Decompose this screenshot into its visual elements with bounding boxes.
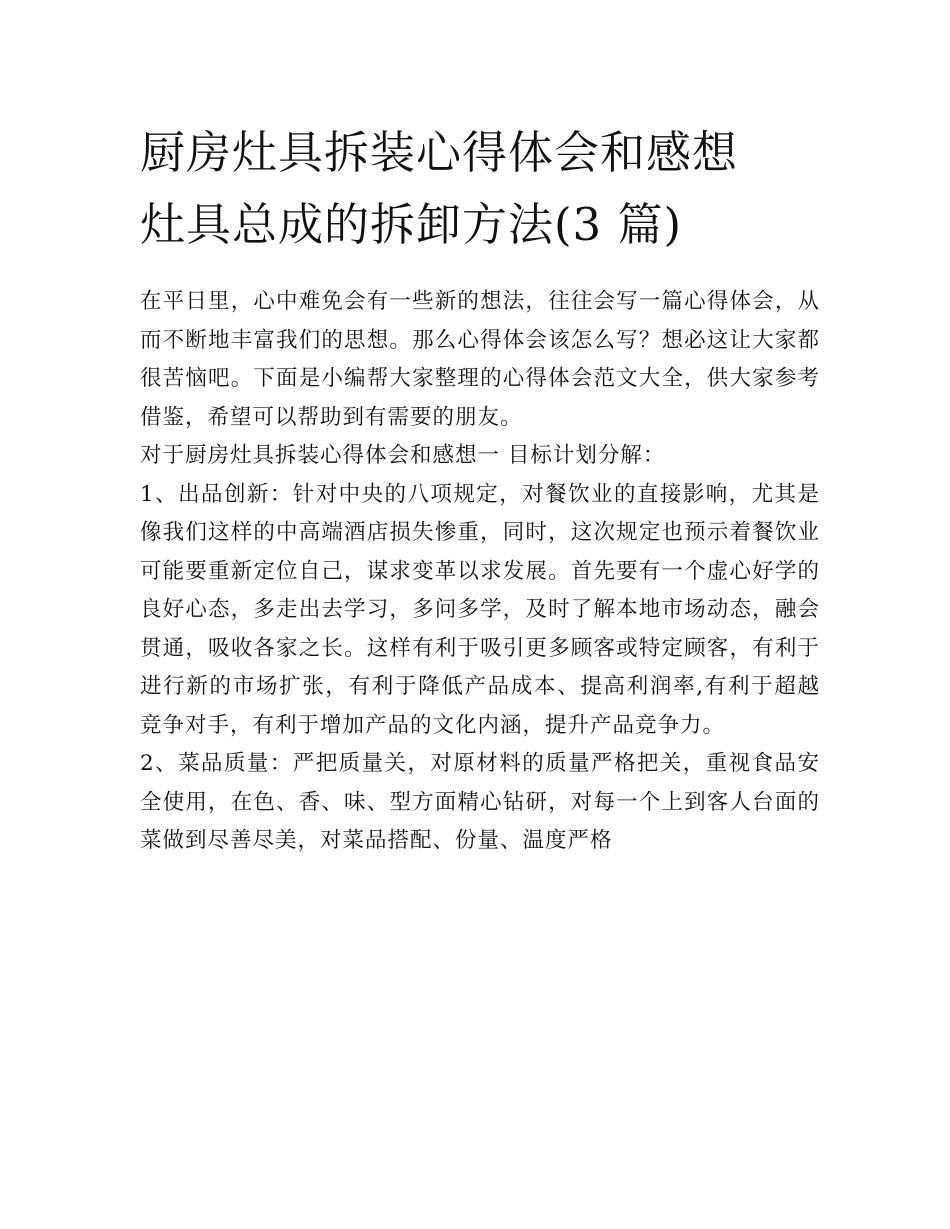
section-heading: 对于厨房灶具拆装心得体会和感想一 目标计划分解： — [140, 443, 666, 468]
title-line-1: 厨房灶具拆装心得体会和感想 — [140, 126, 739, 179]
intro-paragraph: 在平日里，心中难免会有一些新的想法，往往会写一篇心得体会，从而不断地丰富我们的思想。那么心得体会该怎么写？想必这让大家都很苦恼吧。下面是小编帮大家整理的心得体会范文大全，供大家参考借鉴，希望可以帮助到有需要的朋友。 — [140, 289, 820, 430]
document-body — [140, 283, 820, 861]
item-1-paragraph: 1、出品创新：针对中央的八项规定，对餐饮业的直接影响，尤其是像我们这样的中高端酒店损失惨重，同时，这次规定也预示着餐饮业可能要重新定位自己，谋求变革以求发展。首先要有一个虚心好学的良好心态，多走出去学习，多问多学，及时了解本地市场动态，融会贯通，吸收各家之长。这样有利于吸引更多顾客或特定顾客，有利于进行新的市场扩张，有利于降低产品成本、提高利润率,有利于超越竞争对手，有利于增加产品的文化内涵，提升产品竞争力。 — [140, 481, 820, 738]
title-line-2: 灶具总成的拆卸方法(3 篇) — [140, 198, 683, 251]
document-page — [140, 0, 820, 861]
item-2-paragraph: 2、菜品质量：严把质量关，对原材料的质量严格把关，重视食品安全使用，在色、香、味、型方面精心钻研，对每一个上到客人台面的菜做到尽善尽美，对菜品搭配、份量、温度严格 — [140, 751, 820, 853]
document-title — [140, 0, 820, 261]
